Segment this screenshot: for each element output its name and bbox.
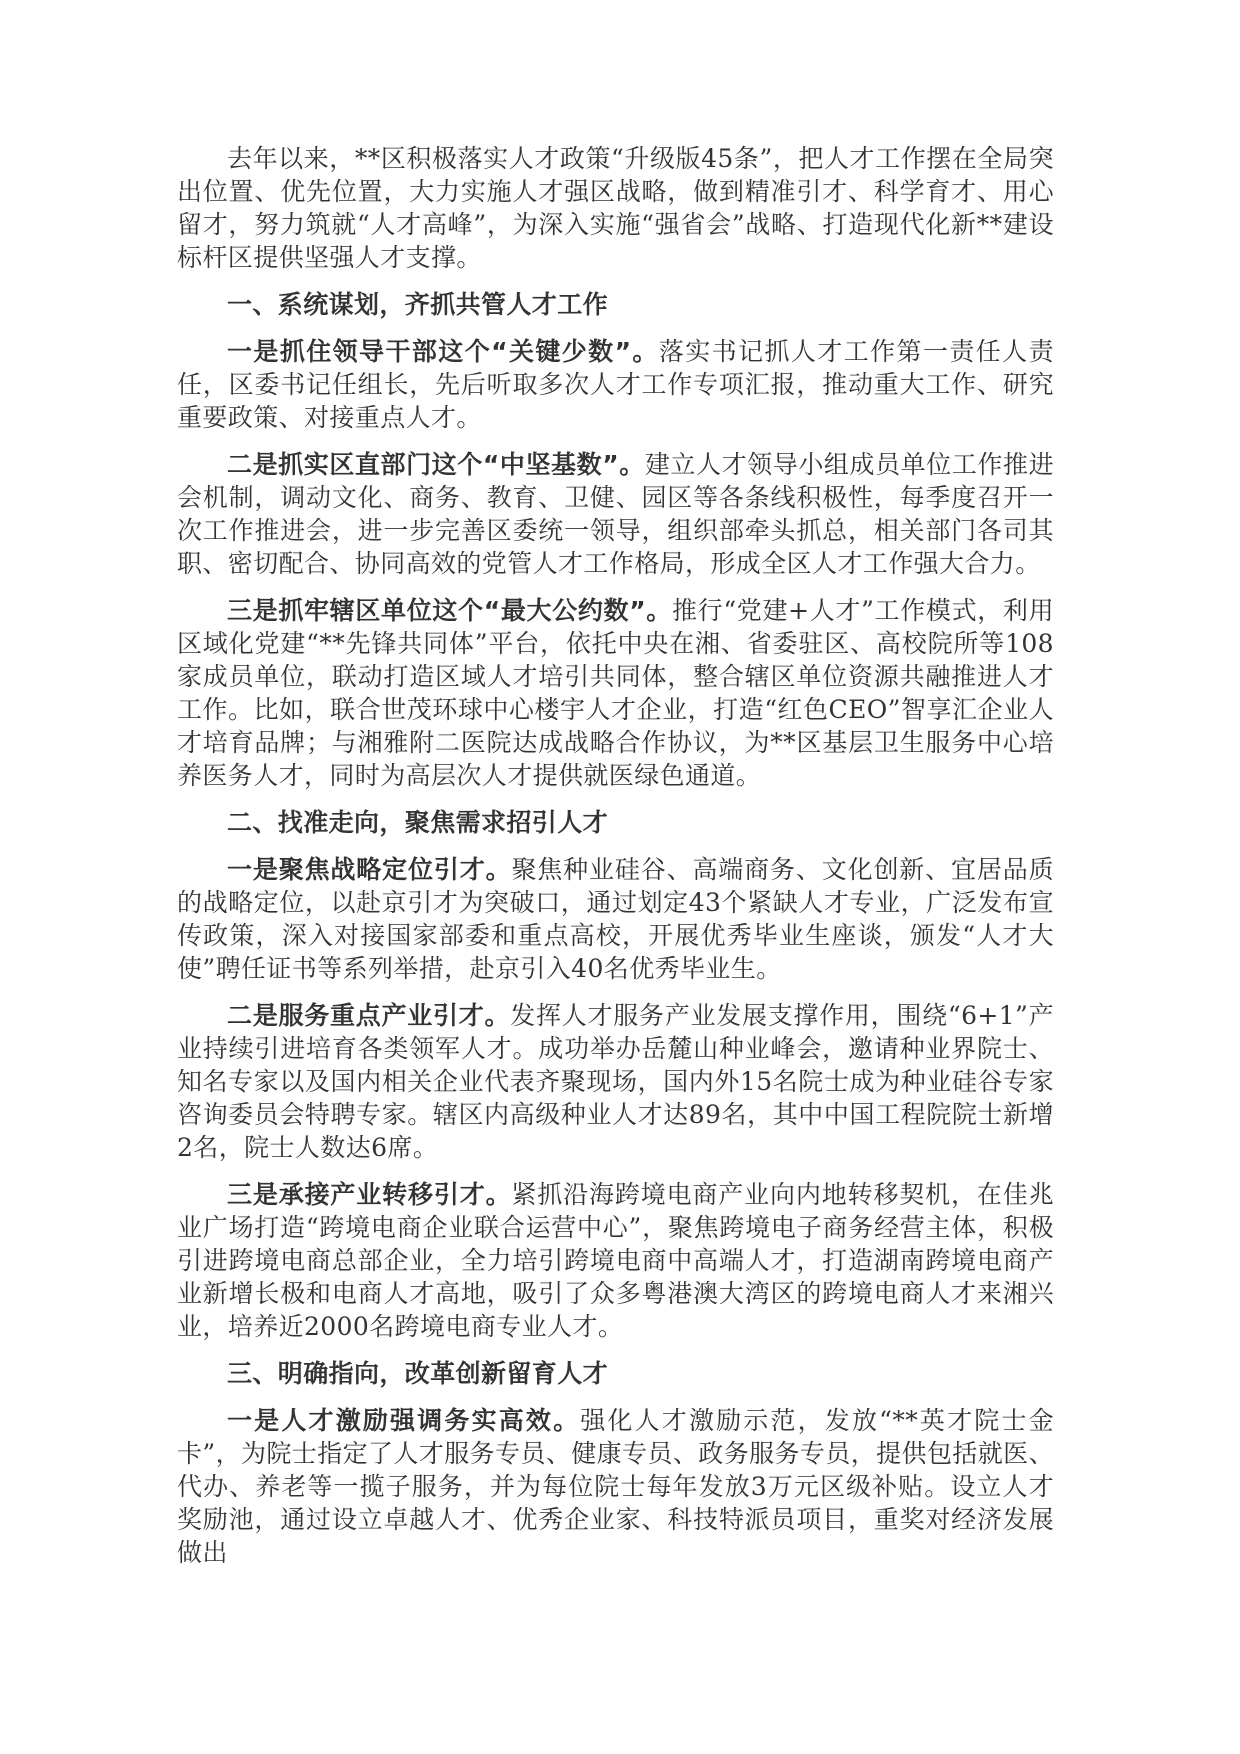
item-text: 落实书记抓人才工作第一责任人责任，区委书记任组长，先后听取多次人才工作专项汇报，推动重大工作、研究重要政策、对接重点人才。 [177,337,1054,432]
section-1-item-3 [177,594,1054,792]
section-2-item-2 [177,999,1054,1164]
section-heading-2: 二、找准走向，聚焦需求招引人才 [227,808,609,837]
intro-paragraph: 去年以来，**区积极落实人才政策“升级版45条”，把人才工作摆在全局突出位置、优先位置，大力实施人才强区战略，做到精准引才、科学育才、用心留才，努力筑就“人才高峰”，为深入实施“强省会”战略、打造现代化新**建设标杆区提供坚强人才支撑。 [177,144,1054,272]
item-text: 推行“党建+人才”工作模式，利用区域化党建“**先锋共同体”平台，依托中央在湘、省委驻区、高校院所等108家成员单位，联动打造区域人才培引共同体，整合辖区单位资源共融推进人才工作。比如，联合世茂环球中心楼宇人才企业，打造“红色CEO”智享汇企业人才培育品牌；与湘雅附二医院达成战略合作协议，为**区基层卫生服务中心培养医务人才，同时为高层次人才提供就医绿色通道。 [177,596,1054,790]
item-lead: 一是聚焦战略定位引才。 [227,855,512,884]
section-1-item-2 [177,448,1054,580]
section-heading-3: 三、明确指向，改革创新留育人才 [227,1359,609,1388]
section-3-item-1 [177,1404,1054,1569]
item-text: 聚焦种业硅谷、高端商务、文化创新、宜居品质的战略定位，以赴京引才为突破口，通过划定43个紧缺人才专业，广泛发布宣传政策，深入对接国家部委和重点高校，开展优秀毕业生座谈，颁发“人才大使”聘任证书等系列举措，赴京引入40名优秀毕业生。 [177,855,1054,983]
item-lead: 二是抓实区直部门这个“中坚基数”。 [227,450,645,479]
item-text: 强化人才激励示范，发放“**英才院士金卡”，为院士指定了人才服务专员、健康专员、政务服务专员，提供包括就医、代办、养老等一揽子服务，并为每位院士每年发放3万元区级补贴。设立人才奖励池，通过设立卓越人才、优秀企业家、科技特派员项目，重奖对经济发展做出 [177,1406,1054,1567]
item-lead: 三是抓牢辖区单位这个“最大公约数”。 [227,596,672,625]
item-lead: 一是人才激励强调务实高效。 [227,1406,581,1435]
section-heading-1: 一、系统谋划，齐抓共管人才工作 [227,290,609,319]
item-lead: 一是抓住领导干部这个“关键少数”。 [227,337,659,366]
section-1-item-1 [177,335,1054,434]
item-lead: 三是承接产业转移引才。 [227,1180,512,1209]
document-page [177,142,1054,1583]
item-text: 发挥人才服务产业发展支撑作用，围绕“6+1”产业持续引进培育各类领军人才。成功举办岳麓山种业峰会，邀请种业界院士、知名专家以及国内相关企业代表齐聚现场，国内外15名院士成为种业硅谷专家咨询委员会特聘专家。辖区内高级种业人才达89名，其中中国工程院院士新增2名，院士人数达6席。 [177,1001,1054,1162]
section-2-item-1 [177,853,1054,985]
item-lead: 二是服务重点产业引才。 [227,1001,511,1030]
item-text: 紧抓沿海跨境电商产业向内地转移契机，在佳兆业广场打造“跨境电商企业联合运营中心”，聚焦跨境电子商务经营主体，积极引进跨境电商总部企业，全力培引跨境电商中高端人才，打造湖南跨境电商产业新增长极和电商人才高地，吸引了众多粤港澳大湾区的跨境电商人才来湘兴业，培养近2000名跨境电商专业人才。 [177,1180,1054,1341]
item-text: 建立人才领导小组成员单位工作推进会机制，调动文化、商务、教育、卫健、园区等各条线积极性，每季度召开一次工作推进会，进一步完善区委统一领导，组织部牵头抓总，相关部门各司其职、密切配合、协同高效的党管人才工作格局，形成全区人才工作强大合力。 [177,450,1054,578]
section-2-item-3 [177,1178,1054,1343]
